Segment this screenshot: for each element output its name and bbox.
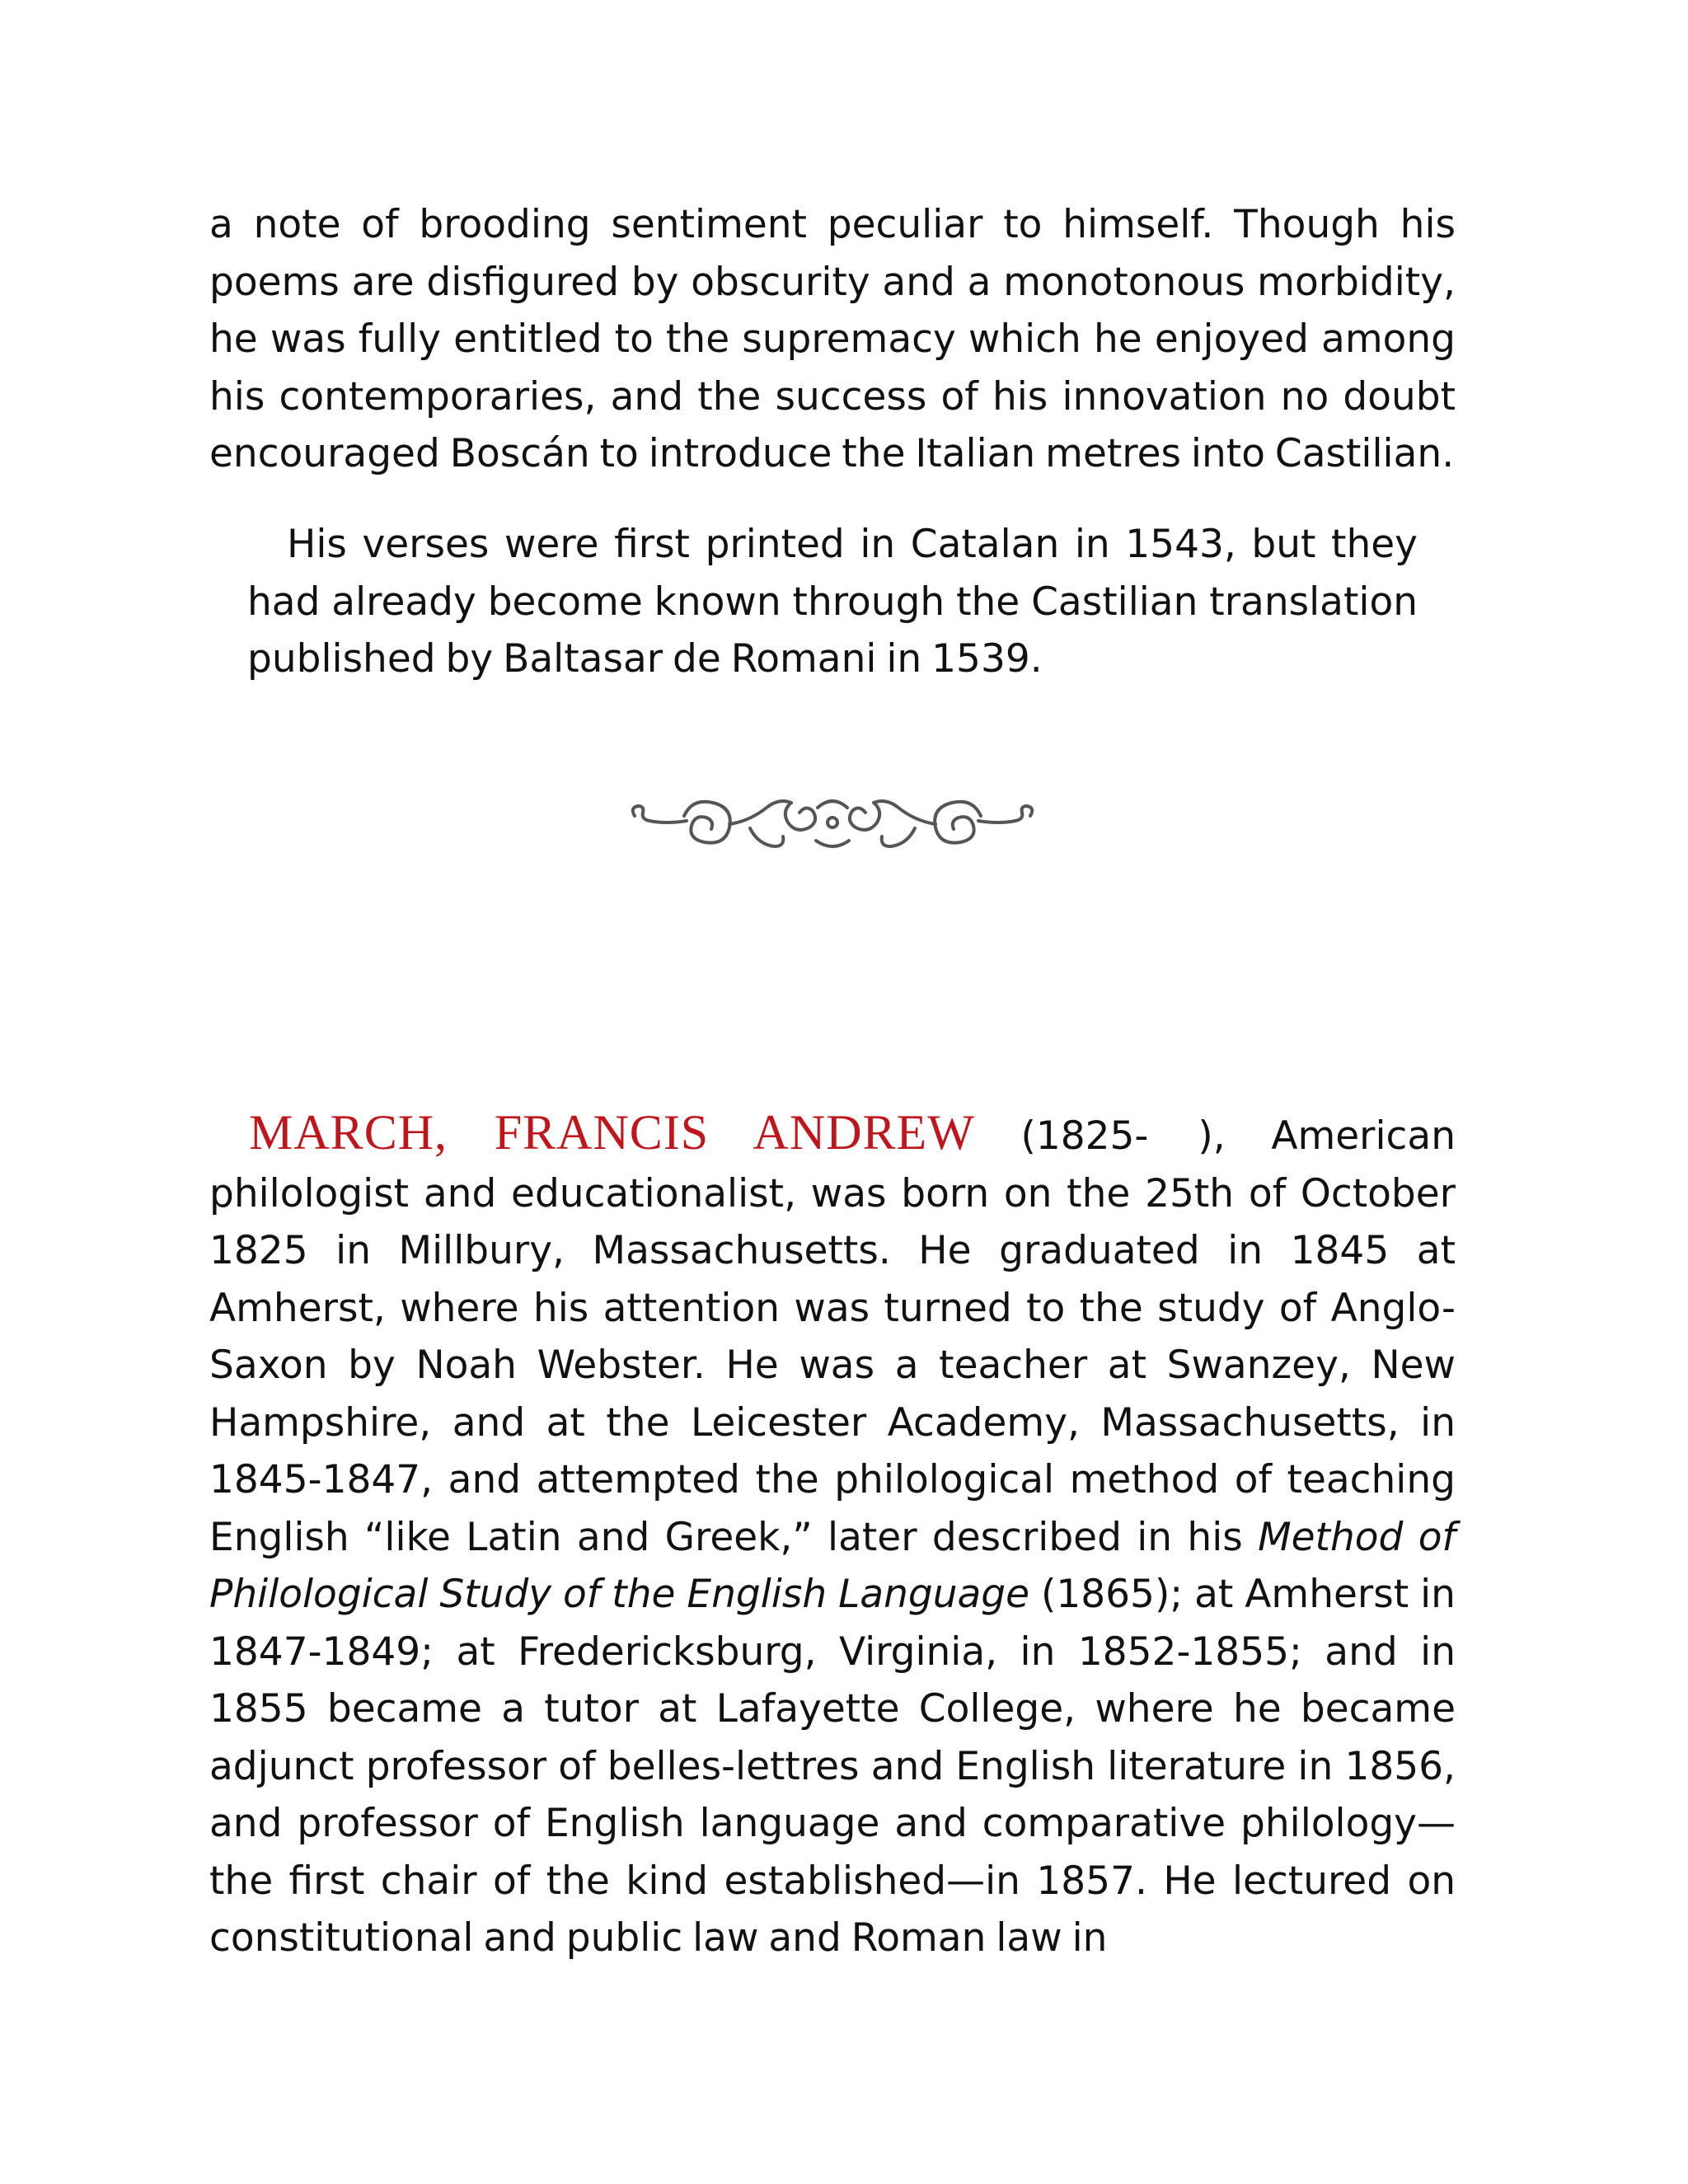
paragraph-publication-note: His verses were first printed in Catalan in 1543, but they had already become known through the Castilian translation published by Baltasar de Romani in 1539. (247, 522, 1418, 682)
entry-headword: MARCH, FRANCIS ANDREW (249, 1105, 975, 1160)
entry-body-part-2: (1865); at Amherst in 1847-1849; at Fredericksburg, Virginia, in 1852-1855; and in 1855 became a tutor at Lafayette College, where he became adjunct professor of belles-lettres and English literature in 1856, and professor of English language and comparative philology—the first chair of the kind established—in 1857. He lectured on constitutional and public law and Roman law in (209, 1572, 1456, 1961)
scroll-flourish-ornament-icon (626, 783, 1039, 865)
book-title: Method of Philological Study of the English Language (209, 1514, 1456, 1617)
entry-march-francis-andrew (209, 1104, 1456, 1967)
entry-dates-open: (1825- (1020, 1113, 1149, 1159)
entry-body-part-1: ), American philologist and educationalist, was born on the 25th of October 1825 in Millbury, Massachusetts. He graduated in 1845 at Amherst, where his attention was turned to the study of Anglo-Saxon by Noah Webster. He was a teacher at Swanzey, New Hampshire, and at the Leicester Academy, Massachusetts, in 1845-1847, and attempted the philological method of teaching English “like Latin and Greek,” later described in his (209, 1113, 1456, 1560)
continued-paragraph: a note of brooding sentiment peculiar to himself. Though his poems are disfigured by obscurity and a monotonous morbidity, he was fully entitled to the supremacy which he enjoyed among his contemporaries, and the success of his innovation no doubt encouraged Boscán to introduce the Italian metres into Castilian. (209, 202, 1456, 476)
